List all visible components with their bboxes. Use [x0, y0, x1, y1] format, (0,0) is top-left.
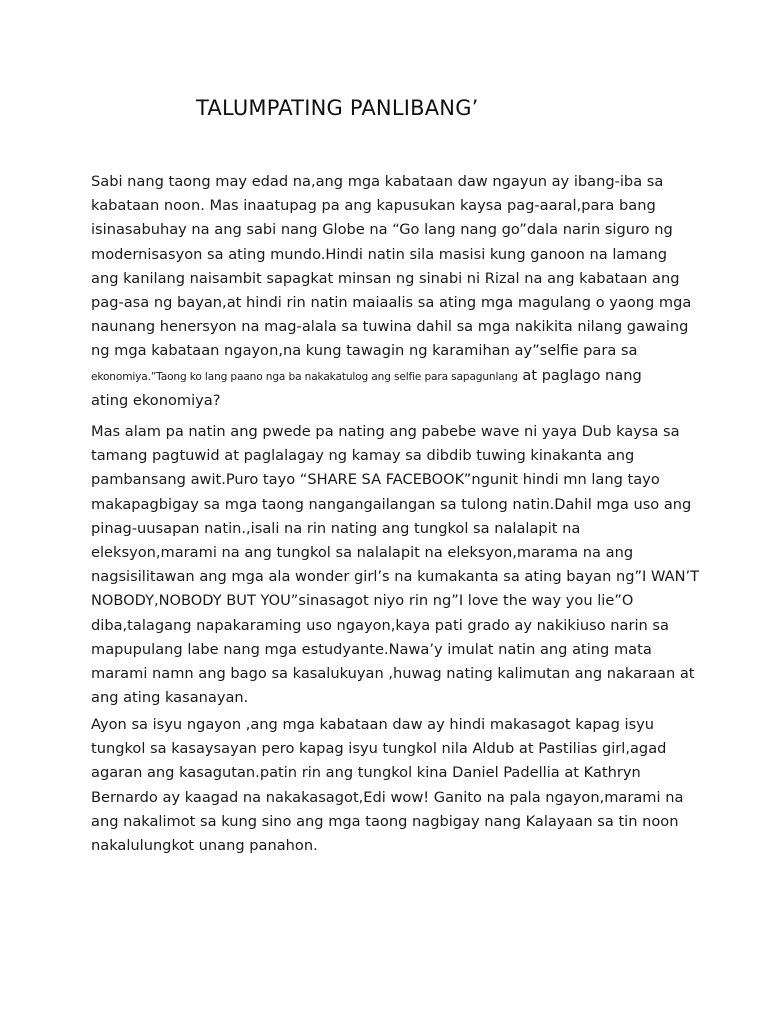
paragraph-line: makapagbigay sa mga taong nangangailangan sa tulong natin.Dahil mga uso ang: [91, 495, 692, 513]
paragraph-line: ang ating kasanayan.: [91, 689, 249, 707]
paragraph-line: nakalulungkot unang panahon.: [91, 837, 318, 855]
paragraph-line: Bernardo ay kaagad na nakakasagot,Edi wow! Ganito na pala ngayon,marami na: [91, 788, 684, 806]
paragraph-line: nagsisilitawan ang mga ala wonder girl’s na kumakanta sa ating bayan ng”I WAN’T: [91, 568, 700, 586]
paragraph-line: diba,talagang napakaraming uso ngayon,kaya pati grado ay nakikiuso narin sa: [91, 616, 669, 634]
paragraph-line: Ayon sa isyu ngayon ,ang mga kabataan daw ay hindi makasagot kapag isyu: [91, 716, 655, 733]
paragraph-line: eleksyon,marami na ang tungkol sa nalalapit na eleksyon,marama na ang: [91, 544, 634, 562]
paragraph-line: ang kanilang naisambit sapagkat minsan ng sinabi ni Rizal na ang kabataan ang: [91, 269, 680, 287]
normal-text: at paglago nang: [517, 366, 642, 384]
paragraph-line: naunang henersyon na mag-alala sa tuwina dahil sa mga nakikita nilang gawaing: [91, 318, 689, 336]
small-text: ekonomiya.”Taong ko lang paano nga ba nakakatulog ang selfie para sapagunlang: [91, 370, 518, 383]
paragraph-line: kabataan noon. Mas inaatupag pa ang kapusukan kaysa pag-aaral,para bang: [91, 197, 656, 215]
paragraph-line: Sabi nang taong may edad na,ang mga kabataan daw ngayun ay ibang-iba sa: [91, 173, 664, 190]
paragraph-line: mapupulang labe nang mga estudyante.Nawa’y imulat natin ang ating mata: [91, 640, 652, 658]
paragraph-line: modernisasyon sa ating mundo.Hindi natin sila masisi kung ganoon na lamang: [91, 245, 667, 263]
paragraph-mixed-line: [91, 364, 691, 389]
paragraph-1: [91, 170, 691, 413]
paragraph-line: ang nakalimot sa kung sino ang mga taong nagbigay nang Kalayaan sa tin noon: [91, 812, 679, 830]
paragraph-line: pambansang awit.Puro tayo “SHARE SA FACEBOOK”ngunit hindi mn lang tayo: [91, 471, 660, 489]
paragraph-line: pag-asa ng bayan,at hindi rin natin maiaalis sa ating mga magulang o yaong mga: [91, 294, 692, 312]
paragraph-line: agaran ang kasagutan.patin rin ang tungkol kina Daniel Padellia at Kathryn: [91, 764, 641, 782]
paragraph-2: [91, 420, 700, 710]
paragraph-line: marami namn ang bago sa kasalukuyan ,huwag nating kalimutan ang nakaraan at: [91, 665, 695, 683]
paragraph-line: Mas alam pa natin ang pwede pa nating ang pabebe wave ni yaya Dub kaysa sa: [91, 423, 680, 440]
paragraph-line: ng mga kabataan ngayon,na kung tawagin ng karamihan ay”selfie para sa: [91, 342, 638, 360]
paragraph-line: NOBODY,NOBODY BUT YOU”sinasagot niyo rin ng”I love the way you lie”O: [91, 592, 634, 610]
paragraph-line: pinag-uusapan natin.,isali na rin nating ang tungkol sa nalalapit na: [91, 519, 581, 537]
paragraph-line: isinasabuhay na ang sabi nang Globe na “Go lang nang go”dala narin siguro ng: [91, 221, 673, 239]
paragraph-line: tamang pagtuwid at paglalagay ng kamay sa dibdib tuwing kinakanta ang: [91, 447, 635, 465]
paragraph-line: ating ekonomiya?: [91, 391, 221, 409]
document-title: TALUMPATING PANLIBANG’: [196, 96, 479, 120]
paragraph-line: tungkol sa kasaysayan pero kapag isyu tungkol nila Aldub at Pastilias girl,agad: [91, 740, 667, 758]
paragraph-3: [91, 713, 691, 858]
